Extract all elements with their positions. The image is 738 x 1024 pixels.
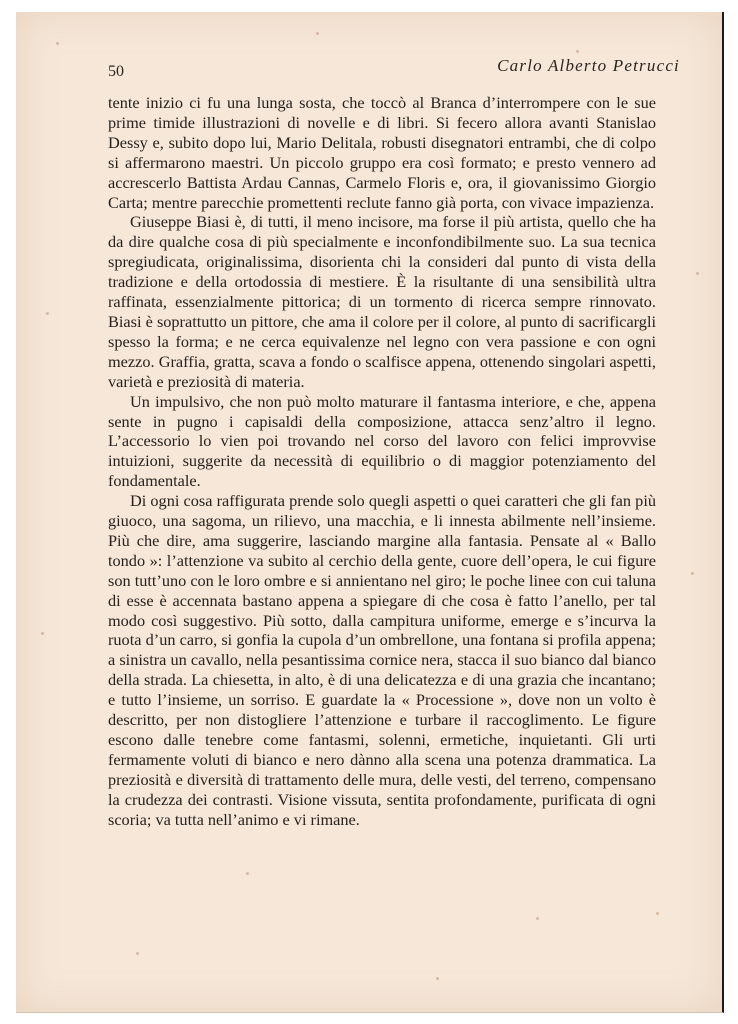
paper-speck xyxy=(46,312,49,315)
paper-speck xyxy=(536,917,539,920)
paper-speck xyxy=(691,572,694,575)
paper-speck xyxy=(656,912,659,915)
paper-speck xyxy=(436,977,439,980)
paragraph: Giuseppe Biasi è, di tutti, il meno incisore, ma forse il più artista, quello che ha da dire qualche cosa di più specialmente e inconfondibilmente suo. La sua tecnica spregiudicata, originalissima, disorienta chi la consideri dal punto di vista della tradizione e della ortodossia di mestiere. È la risultante di una sensibilità ultra raffinata, essenzialmente pittorica; di un tormento di ricerca sempre rinnovato. Biasi è soprattutto un pittore, che ama il colore per il colore, al punto di sacrificargli spesso la forma; e ne cerca equivalenze nel legno con vera passione e con ogni mezzo. Graffia, gratta, scava a fondo o scalfisce appena, ottenendo singolari aspetti, varietà e preziosità di materia. xyxy=(108,212,656,391)
paper-speck xyxy=(136,952,139,955)
paragraph: Un impulsivo, che non può molto maturare il fantasma interiore, e che, appena sente in pugno i capisaldi della composizione, attacca senz’altro il legno. L’accessorio lo vien poi trovando nel corso del lavoro con felici improvvise intuizioni, suggerite da necessità di equilibrio o di maggior potenziamento del fondamentale. xyxy=(108,391,656,491)
paper-speck xyxy=(246,872,249,875)
paper-speck xyxy=(696,272,699,275)
running-head: Carlo Alberto Petrucci xyxy=(497,56,680,75)
paper-speck xyxy=(316,32,319,35)
paragraph: tente inizio ci fu una lunga sosta, che toccò al Branca d’interrompere con le sue prime timide illustrazioni di novelle e di libri. Si fecero allora avanti Stanislao Dessy e, subito dopo lui, Mario Delitala, robusti disegnatori entrambi, che di colpo si affermarono maestri. Un piccolo gruppo era così formato; e presto vennero ad accrescerlo Battista Ardau Cannas, Carmelo Floris e, ora, il giovanissimo Giorgio Carta; mentre parecchie promettenti reclute fanno già porta, con vivace impazienza. xyxy=(108,93,656,212)
paper-speck xyxy=(56,42,59,45)
page-number: 50 xyxy=(108,63,124,80)
paper-speck xyxy=(41,632,44,635)
body-text xyxy=(108,93,656,830)
paragraph: Di ogni cosa raffigurata prende solo quegli aspetti o quei caratteri che gli fan più giuoco, una sagoma, un rilievo, una macchia, e li innesta abilmente nell’insieme. Più che dire, ama suggerire, lasciando margine alla fantasia. Pensate al « Ballo tondo »: l’attenzione va subito al cerchio della gente, cuore dell’opera, le cui figure son tutt’uno con le loro ombre e si annientano nel giro; le poche linee con cui taluna di esse è accennata bastano appena a spiegare di che cosa è fatto l’anello, per tal modo così suggestivo. Più sotto, dalla campitura uniforme, emerge e s’incurva la ruota d’un carro, si gonfia la cupola d’un ombrellone, una fontana si profila appena; a sinistra un cavallo, nella pesantissima cornice nera, stacca il suo bianco dal bianco della strada. La chiesetta, in alto, è di una delicatezza e di una grazia che incantano; e tutto l’insieme, un sorriso. E guardate la « Processione », dove non un volto è descritto, per non distogliere l’attenzione e turbare il raccoglimento. Le figure escono dalle tenebre come fantasmi, solenni, ermetiche, inquietanti. Gli urti fermamente voluti di bianco e nero dànno alla scena una potenza drammatica. La preziosità e diversità di trattamento delle mura, delle vesti, del terreno, compensano la crudezza dei contrasti. Visione vissuta, sentita profondamente, purificata di ogni scoria; va tutta nell’animo e vi rimane. xyxy=(108,491,656,829)
paper-speck xyxy=(576,50,579,53)
